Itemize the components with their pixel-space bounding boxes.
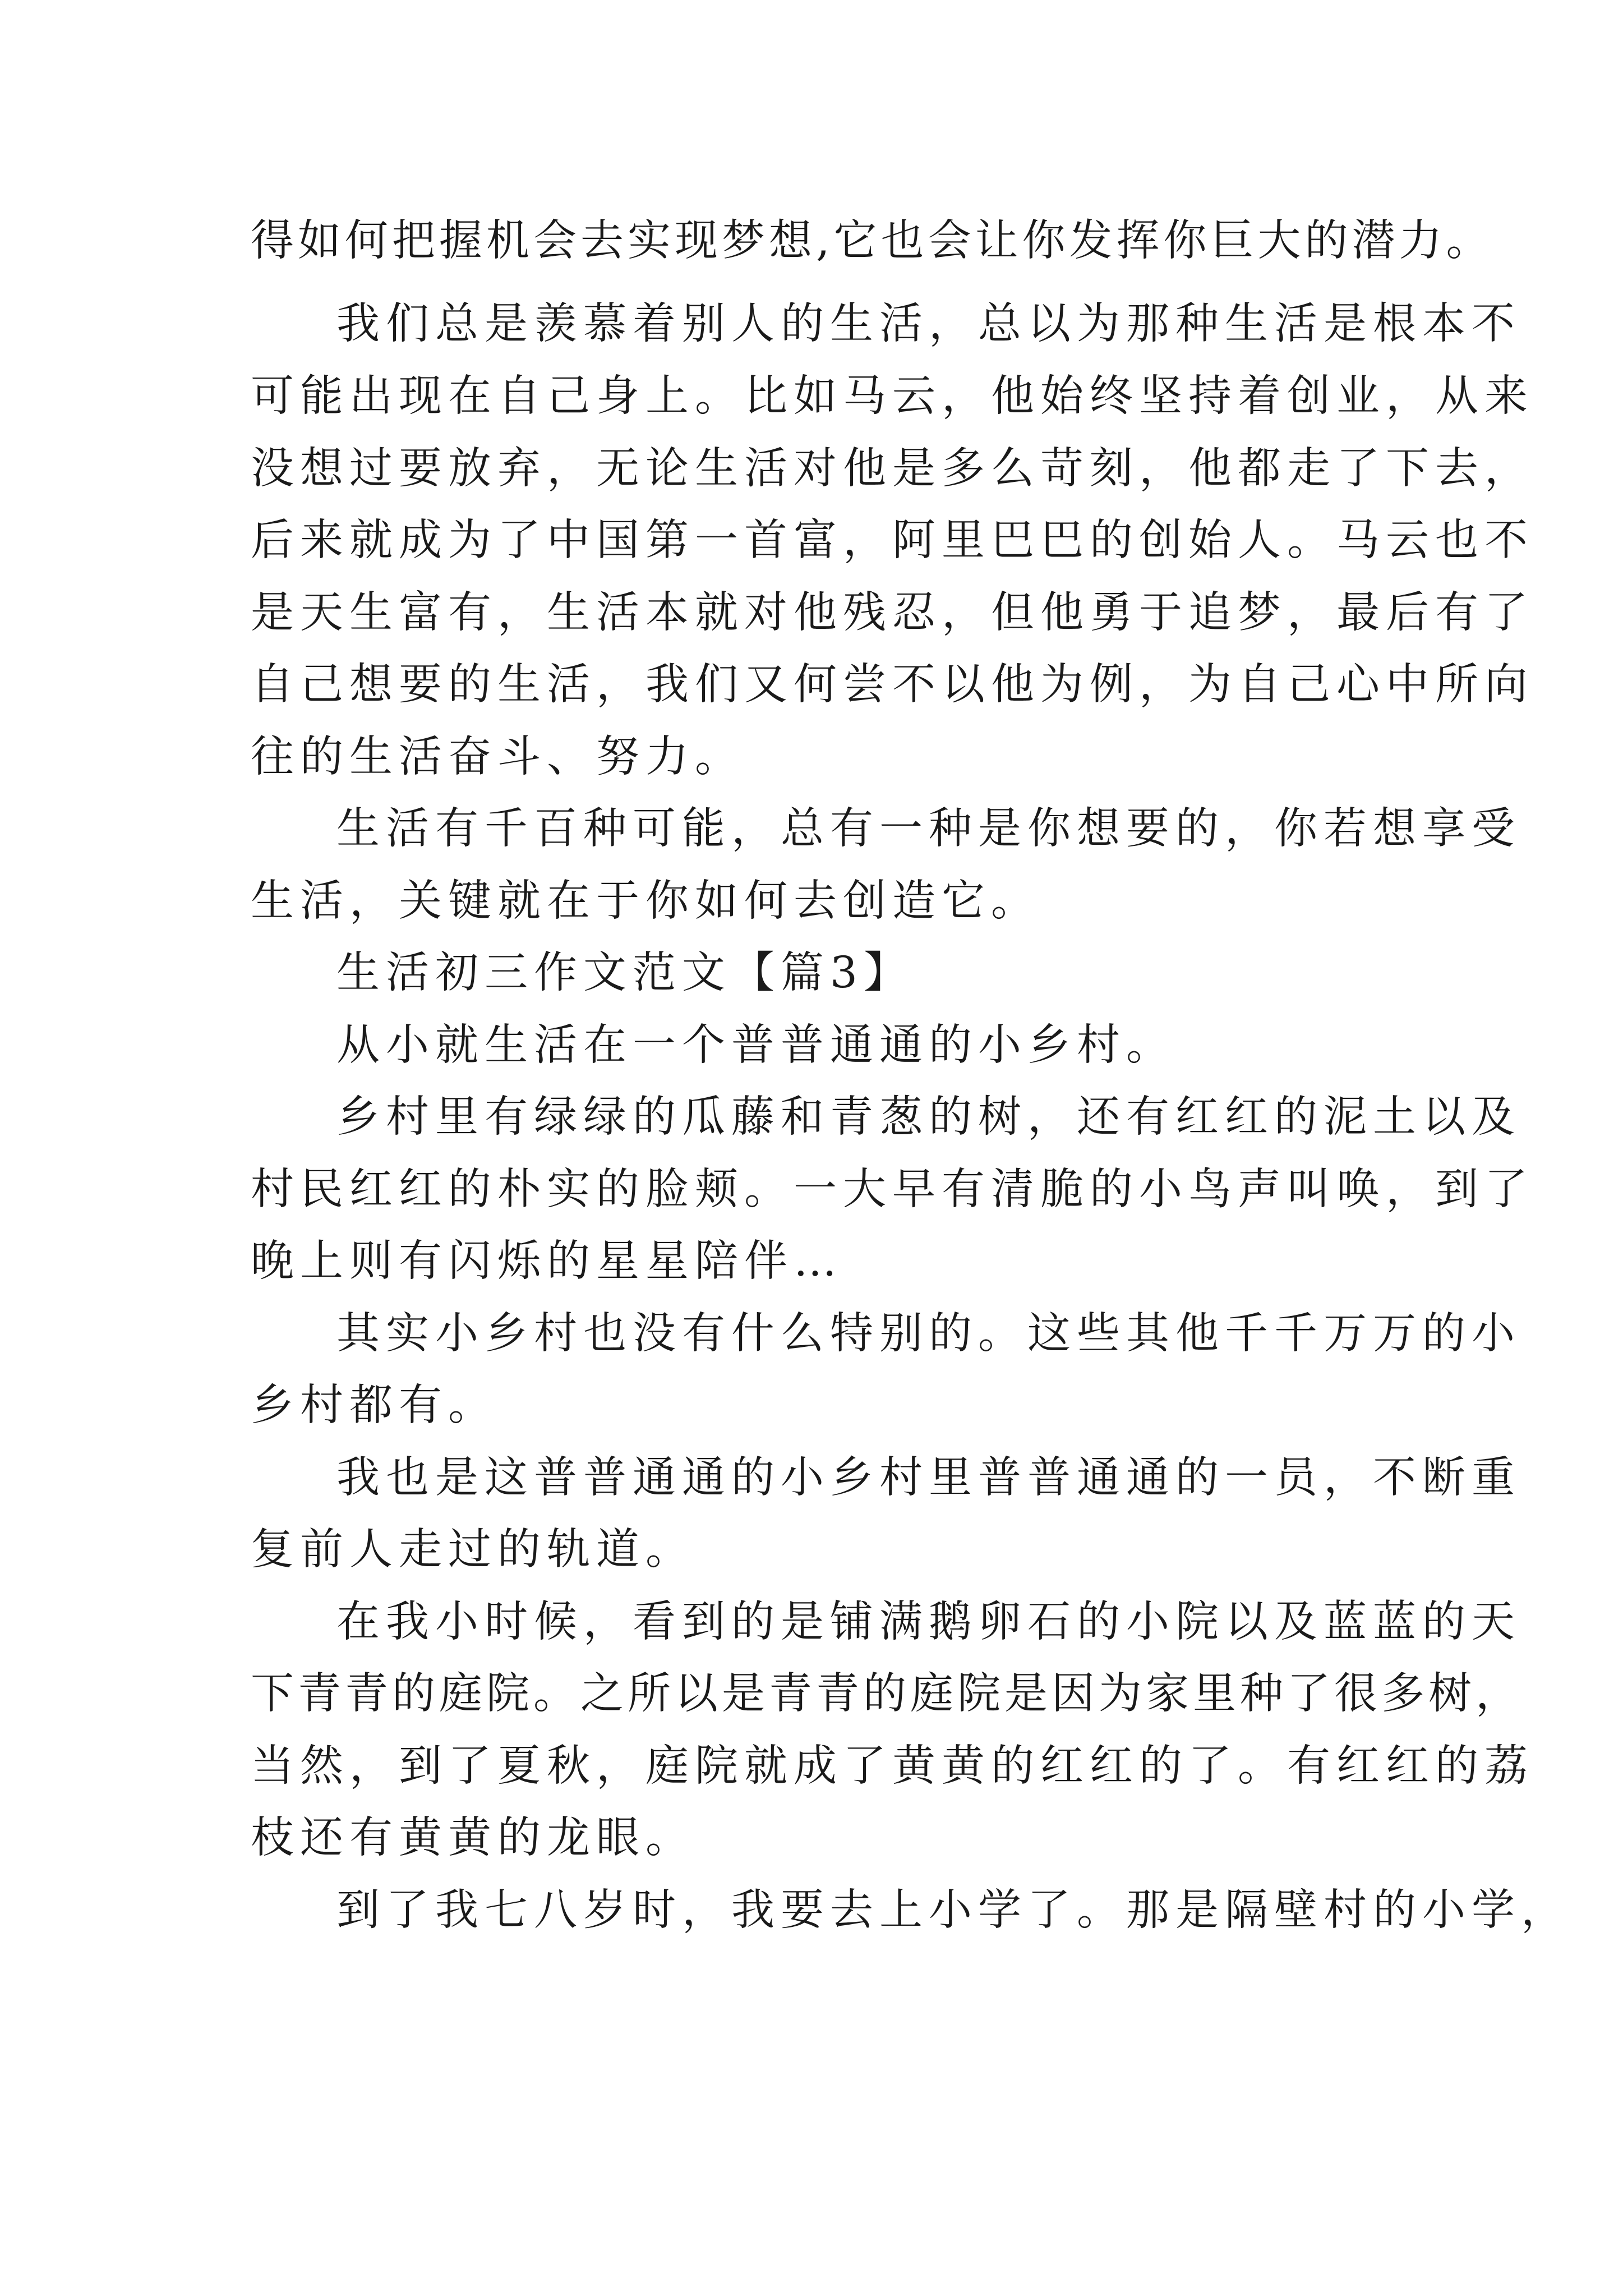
text-line: 自己想要的生活，我们又何尝不以他为例，为自己心中所向 [251, 660, 1534, 710]
paragraph-start-line: 生活有千百种可能，总有一种是你想要的，你若想享受 [336, 804, 1521, 854]
paragraph-start-line: 从小就生活在一个普普通通的小乡村。 [336, 1020, 1175, 1070]
paragraph-start-line: 到了我七八岁时，我要去上小学了。那是隔壁村的小学， [336, 1885, 1570, 1935]
text-line: 没想过要放弃，无论生活对他是多么苛刻，他都走了下去， [251, 444, 1534, 494]
text-line: 后来就成为了中国第一首富，阿里巴巴的创始人。马云也不 [251, 516, 1534, 565]
paragraph-start-line: 乡村里有绿绿的瓜藤和青葱的树，还有红红的泥土以及 [336, 1092, 1521, 1142]
text-line: 枝还有黄黄的龙眼。 [251, 1813, 695, 1863]
paragraph-start-line: 在我小时候，看到的是铺满鹅卵石的小院以及蓝蓝的天 [336, 1597, 1521, 1647]
paragraph-start-line: 我们总是羡慕着别人的生活，总以为那种生活是根本不 [336, 299, 1521, 349]
text-line: 可能出现在自己身上。比如马云，他始终坚持着创业，从来 [251, 371, 1534, 421]
text-line: 下青青的庭院。之所以是青青的庭院是因为家里种了很多树， [251, 1669, 1523, 1719]
text-line: 晚上则有闪烁的星星陪伴… [251, 1236, 843, 1286]
paragraph-start-line: 我也是这普普通通的小乡村里普普通通的一员，不断重 [336, 1453, 1521, 1503]
section-heading: 生活初三作文范文【篇3】 [336, 948, 913, 998]
text-line: 当然，到了夏秋，庭院就成了黄黄的红红的了。有红红的荔 [251, 1741, 1534, 1791]
text-line: 得如何把握机会去实现梦想,它也会让你发挥你巨大的潜力。 [251, 216, 1493, 266]
text-line: 是天生富有，生活本就对他残忍，但他勇于追梦，最后有了 [251, 588, 1534, 638]
text-line: 往的生活奋斗、努力。 [251, 732, 744, 782]
paragraph-start-line: 其实小乡村也没有什么特别的。这些其他千千万万的小 [336, 1309, 1521, 1359]
text-line: 村民红红的朴实的脸颊。一大早有清脆的小鸟声叫唤，到了 [251, 1165, 1534, 1214]
text-line: 生活，关键就在于你如何去创造它。 [251, 876, 1040, 926]
text-line: 乡村都有。 [251, 1381, 497, 1430]
text-line: 复前人走过的轨道。 [251, 1525, 695, 1575]
